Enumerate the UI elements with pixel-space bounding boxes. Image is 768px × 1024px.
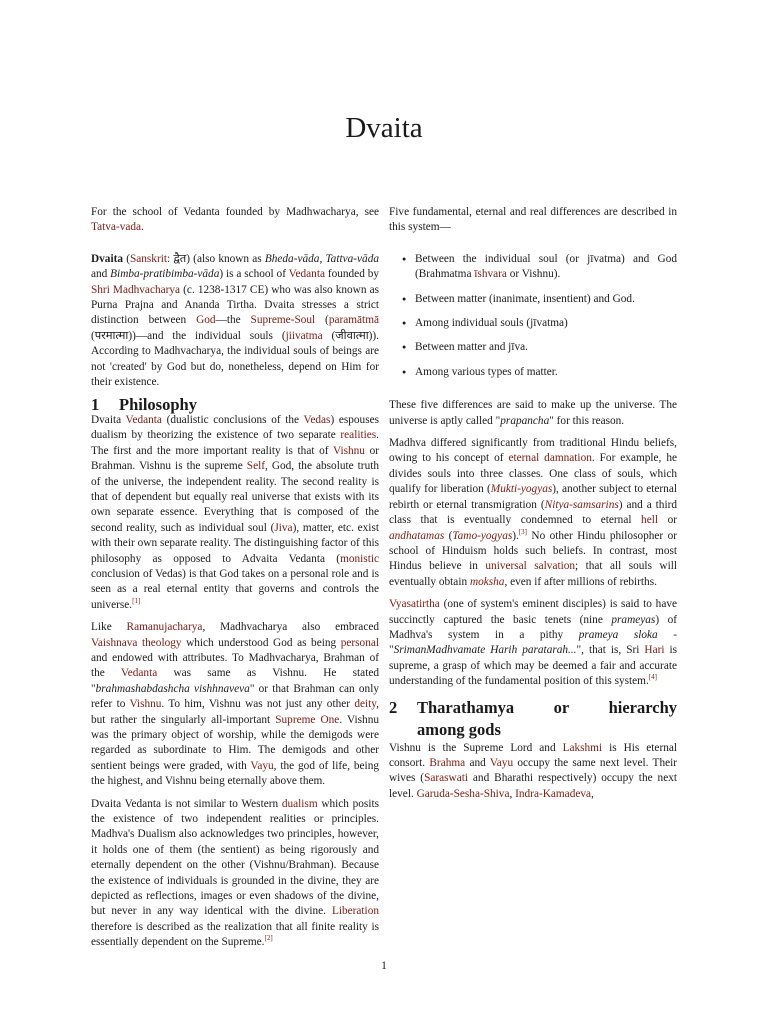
left-column — [91, 205, 379, 958]
vedanta-link-3[interactable]: Vedanta — [120, 667, 158, 680]
universal-salvation-link[interactable]: universal salvation — [485, 560, 576, 573]
hari-link[interactable]: Hari — [644, 644, 665, 657]
madhva-paragraph: Madhva differed significantly from traditional Hindu beliefs, owing to his concept of eternal damnation. For example, he divides souls into three classes. One class of souls, which qualify for liberation (Mukti-yogyas), another subject to eternal rebirth or eternal transmigration (Nitya-samsarins) and a third class that is eventually condemned to eternal hell or andhatamas (Tamo-yogyas).[3] No other Hindu philosopher or school of Hinduism holds such beliefs. In contrast, most Hindus believe in universal salvation; that all souls will eventually obtain moksha, even if after millions of rebirths. — [389, 437, 677, 588]
vedanta-link[interactable]: Vedanta — [288, 268, 325, 281]
ref-1[interactable]: [1] — [132, 596, 141, 605]
list-item: ● Among various types of matter. — [415, 365, 677, 380]
garuda-sesha-shiva-link[interactable]: Garuda-Sesha-Shiva — [416, 787, 510, 800]
mukti-yogyas-link[interactable]: Mukti-yogyas — [490, 483, 553, 496]
jiva-link[interactable]: Jiva — [274, 521, 293, 534]
vedas-link[interactable]: Vedas — [303, 413, 331, 426]
list-item: ● Among individual souls (jīvatma) — [415, 316, 677, 331]
vishnu-link-2[interactable]: Vishnu — [129, 698, 162, 711]
eternal-damnation-link[interactable]: eternal damnation — [508, 452, 592, 465]
hatnote: For the school of Vedanta founded by Madhwacharya, see Tatva-vada. — [91, 206, 379, 234]
ramanujacharya-link[interactable]: Ramanujacharya — [126, 621, 203, 634]
vayu-link-2[interactable]: Vayu — [489, 756, 514, 769]
list-item: ● Between matter and jīva. — [415, 340, 677, 355]
nitya-samsarins-link[interactable]: Nitya-samsarins — [544, 498, 619, 511]
list-item: ● Between matter (inanimate, insentient) and God. — [415, 292, 677, 307]
supreme-soul-link[interactable]: Supreme-Soul — [250, 314, 316, 327]
vyasatirtha-paragraph: Vyasatirtha (one of system's eminent disciples) is said to have succinctly captured the basic tenets (nine prameyas) of Madhva's system in a pithy prameya sloka - "SrimanMadhvamate Harih paratarah...", that is, Sri Hari is supreme, a grasp of which may be deemed a fair and accurate understanding of the fundamental position of this system.[4] — [389, 598, 678, 688]
andhatamas-link[interactable]: andhatamas — [389, 529, 445, 542]
lakshmi-link[interactable]: Lakshmi — [562, 741, 603, 754]
universe-paragraph: These five differences are said to make up the universe. The universe is aptly called "prapancha" for this reason. — [389, 399, 677, 427]
differences-list — [389, 252, 677, 380]
vaishnava-theology-link[interactable]: Vaishnava theology — [91, 636, 182, 649]
right-column — [389, 205, 677, 809]
list-item: ● Between the individual soul (or jīvatma) and God (Brahmatma īshvara or Vishnu). — [415, 252, 677, 283]
ref-4[interactable]: [4] — [648, 673, 657, 682]
section-heading-philosophy: 1 Philosophy — [91, 395, 197, 415]
differences-intro: Five fundamental, eternal and real differences are described in this system— — [389, 206, 677, 234]
page-number: 1 — [381, 960, 387, 972]
monistic-link[interactable]: monistic — [340, 552, 379, 565]
sanskrit-link[interactable]: Sanskrit — [129, 252, 167, 265]
tamo-yogyas-link[interactable]: Tamo-yogyas — [452, 529, 513, 542]
deity-link[interactable]: deity — [354, 698, 377, 711]
realities-link[interactable]: realities — [340, 429, 377, 442]
hell-link[interactable]: hell — [641, 514, 658, 527]
intro-paragraph: Dvaita (Sanskrit: द्वैत) (also known as Bheda-vāda, Tattva-vāda and Bimba-pratibimba-vāda) is a school of Vedanta founded by Shri Madhvacharya (c. 1238-1317 CE) who was also known as Purna Prajna and Ananda Tirtha. Dvaita stresses a strict distinction between God—the Supreme-Soul (paramātmā (परमात्मा))—and the individual souls (jiivatma (जीवात्मा)). According to Madhvacharya, the individual souls of beings are not 'created' by God but do, nonetheless, depend on Him for their existence. — [91, 252, 379, 389]
saraswati-link[interactable]: Saraswati — [424, 772, 468, 785]
self-link[interactable]: Self — [246, 460, 265, 473]
shri-madhvacharya-link[interactable]: Shri Madhvacharya — [91, 283, 181, 296]
personal-link[interactable]: personal — [340, 636, 379, 649]
philosophy-paragraph-1: Dvaita Vedanta (dualistic conclusions of the Vedas) espouses dualism by theorizing the existence of two separate realities. The first and the more important reality is that of Vishnu or Brahman. Vishnu is the supreme Self, God, the absolute truth of the universe, the independent reality. The second reality is that of dependent but equally real universe that exists with its own separate essence. Everything that is composed of the second reality, such as individual soul (Jiva), matter, etc. exist with their own separate reality. The distinguishing factor of this philosophy as opposed to Advaita Vedanta (monistic conclusion of Vedas) is that God takes on a personal role and is seen as a real eternal entity that governs and controls the universe.[1] — [91, 413, 380, 611]
tatva-vada-link[interactable]: Tatva-vada — [91, 221, 142, 234]
ishvara-link[interactable]: īshvara — [474, 268, 507, 281]
supreme-one-link[interactable]: Supreme One — [275, 713, 340, 726]
brahma-link[interactable]: Brahma — [429, 756, 466, 769]
vayu-link[interactable]: Vayu — [250, 759, 274, 772]
vyasatirtha-link[interactable]: Vyasatirtha — [389, 598, 440, 611]
jiivatma-link[interactable]: jiivatma — [285, 329, 323, 342]
paramatma-link[interactable]: paramātmā — [328, 314, 379, 327]
page-title: Dvaita — [345, 112, 423, 144]
dualism-link[interactable]: dualism — [281, 797, 318, 810]
vishnu-link[interactable]: Vishnu — [332, 444, 365, 457]
moksha-link[interactable]: moksha — [469, 575, 505, 588]
indra-kamadeva-link[interactable]: Indra-Kamadeva — [515, 787, 592, 800]
vedanta-link-2[interactable]: Vedanta — [125, 413, 162, 426]
ref-3[interactable]: [3] — [518, 527, 528, 536]
section-heading-hierarchy: 2 Tharathamya or hierarchy among gods — [389, 697, 677, 739]
hierarchy-paragraph: Vishnu is the Supreme Lord and Lakshmi is His eternal consort. Brahma and Vayu occupy the same next level. Their wives (Saraswati and Bharathi respectively) occupy the next level. Garuda-Sesha-Shiva, Indra-Kamadeva, — [389, 741, 678, 800]
philosophy-paragraph-3: Dvaita Vedanta is not similar to Western dualism which posits the existence of two independent realities or principles. Madhva's Dualism also acknowledges two principles, however, it holds one of them (the sentient) as being rigorously and eternally dependent on the other (Vishnu/Brahman). Because the existence of individuals is grounded in the divine, they are depicted as reflections, images or even shadows of the divine, but never in any way identical with the divine. Liberation therefore is described as the realization that all finite reality is essentially dependent on the Supreme.[2] — [91, 797, 379, 949]
god-link[interactable]: God — [196, 314, 216, 327]
philosophy-paragraph-2: Like Ramanujacharya, Madhvacharya also embraced Vaishnava theology which understood God as being personal and endowed with attributes. To Madhvacharya, Brahman of the Vedanta was same as Vishnu. He stated "brahmashabdashcha vishhnaveva" or that Brahman can only refer to Vishnu. To him, Vishnu was not just any other deity, but rather the singularly all-important Supreme One. Vishnu was the primary object of worship, while the demigods were regarded as subordinate to Him. The demigods and other sentient beings were graded, with Vayu, the god of life, being the highest, and Vishnu being eternally above them. — [91, 621, 379, 788]
liberation-link[interactable]: Liberation — [331, 905, 379, 918]
ref-2[interactable]: [2] — [264, 934, 273, 943]
